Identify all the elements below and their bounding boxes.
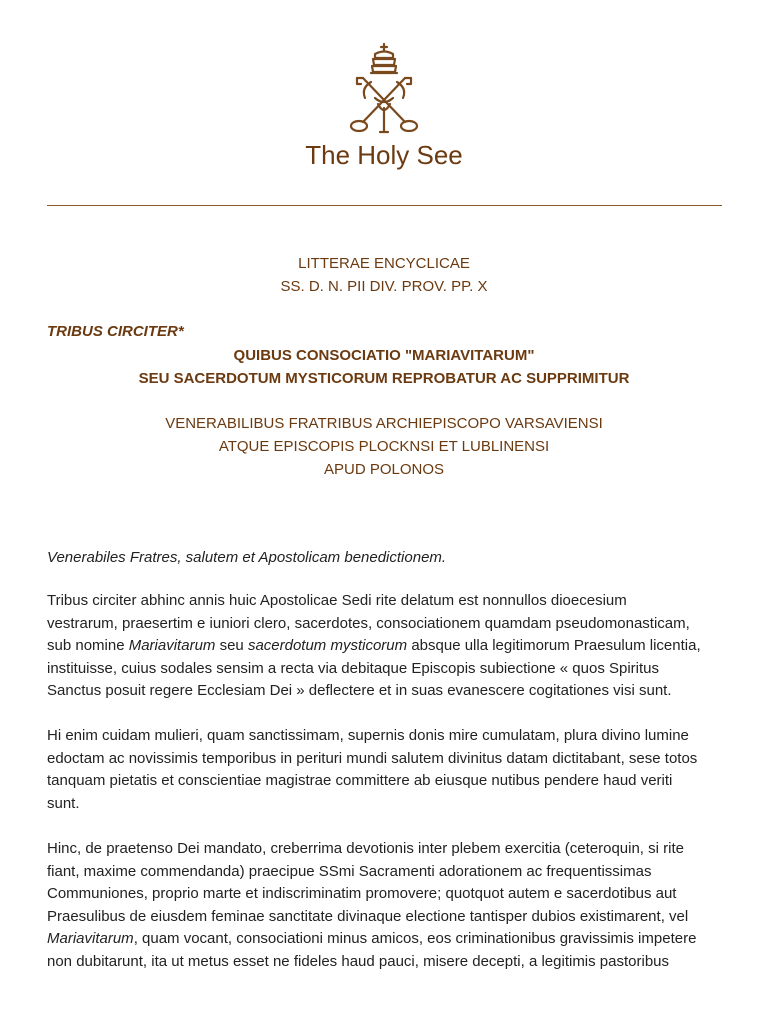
site-title[interactable]: The Holy See bbox=[305, 140, 463, 170]
paragraph-line: sunt. bbox=[47, 794, 80, 812]
paragraph-line: vestrarum, praesertim e iuniori clero, sacerdotes, consociationem quamdam pseudomonasticam, bbox=[47, 614, 690, 632]
italic-term: sacerdotum mysticorum bbox=[247, 637, 408, 655]
paragraph-line: Communiones, proprio marte et indiscriminatim promovere; quotquot autem e sacerdotibus aut bbox=[47, 885, 677, 903]
italic-term: Mariavitarum bbox=[128, 637, 216, 655]
document-subtitle-line-2: SEU SACERDOTUM MYSTICORUM REPROBATUR AC SUPPRIMITUR bbox=[138, 370, 630, 387]
address-line-2: ATQUE EPISCOPIS PLOCKNSI ET LUBLINENSI bbox=[218, 438, 550, 455]
paragraph-line: Praesulibus de eiusdem feminae sanctitate divinaque electione tantisper dubios existimarent, vel bbox=[47, 907, 689, 925]
paragraph-line: Hi enim cuidam mulieri, quam sanctissimam, supernis donis mire cumulatam, plura divino lumine bbox=[47, 727, 689, 744]
body-paragraph bbox=[47, 590, 727, 703]
papal-keys-tiara-icon bbox=[345, 42, 423, 134]
paragraph-line: edoctam ac novissimis temporibus in perituri mundi salutem divinitus datam dictitabant, sese totos bbox=[47, 749, 698, 767]
paragraph-line: Tribus circiter abhinc annis huic Apostolicae Sedi rite delatum est nonnullos dioecesium bbox=[47, 592, 627, 609]
document-type-line-2: SS. D. N. PII DIV. PROV. PP. X bbox=[280, 278, 488, 295]
address-line-3: APUD POLONOS bbox=[323, 461, 445, 478]
paragraph-line bbox=[47, 635, 727, 658]
paragraph-line: non dubitarunt, ita ut metus esset ne fideles haud pauci, misere decepti, a legitimis pastoribus bbox=[47, 952, 670, 970]
paragraph-line: Sanctus posuit regere Ecclesiam Dei » deflectere et in suas evanescere cogitationes visi sunt. bbox=[47, 682, 672, 700]
text-run: sub nomine bbox=[47, 637, 129, 655]
paragraph-line: Hinc, de praetenso Dei mandato, creberrima devotionis inter plebem exercitia (ceteroquin, si rite bbox=[47, 840, 684, 857]
text-run: , quam vocant, consociationi minus amicos, eos criminationibus gravissimis impetere bbox=[133, 930, 697, 948]
paragraph-line bbox=[47, 928, 727, 951]
document-incipit: TRIBUS CIRCITER* bbox=[47, 323, 184, 340]
text-run: absque ulla legitimorum Praesulum licentia, bbox=[407, 637, 701, 655]
paragraph-line: tanquam pietatis et conscientiae magistrae committere ab eiusque nutibus pendere haud veriti bbox=[47, 772, 673, 790]
address-line-1: VENERABILIBUS FRATRIBUS ARCHIEPISCOPO VARSAVIENSI bbox=[165, 415, 603, 432]
body-paragraph bbox=[47, 725, 727, 815]
paragraph-line: fiant, maxime commendanda) praecipue SSmi Sacramenti adorationem ac frequentissimas bbox=[47, 862, 652, 880]
header-divider bbox=[47, 205, 722, 206]
salutation: Venerabiles Fratres, salutem et Apostolicam benedictionem. bbox=[47, 549, 447, 566]
paragraph-line: instituisse, cuius sodales sensim a recta via debitaque Episcopis subiectione « quos Spiritus bbox=[47, 659, 659, 677]
body-paragraph bbox=[47, 838, 727, 974]
document-type-line-1: LITTERAE ENCYCLICAE bbox=[298, 255, 470, 272]
text-run: seu bbox=[215, 637, 248, 655]
document-subtitle-line-1: QUIBUS CONSOCIATIO "MARIAVITARUM" bbox=[233, 347, 535, 364]
italic-term: Mariavitarum bbox=[47, 930, 134, 948]
